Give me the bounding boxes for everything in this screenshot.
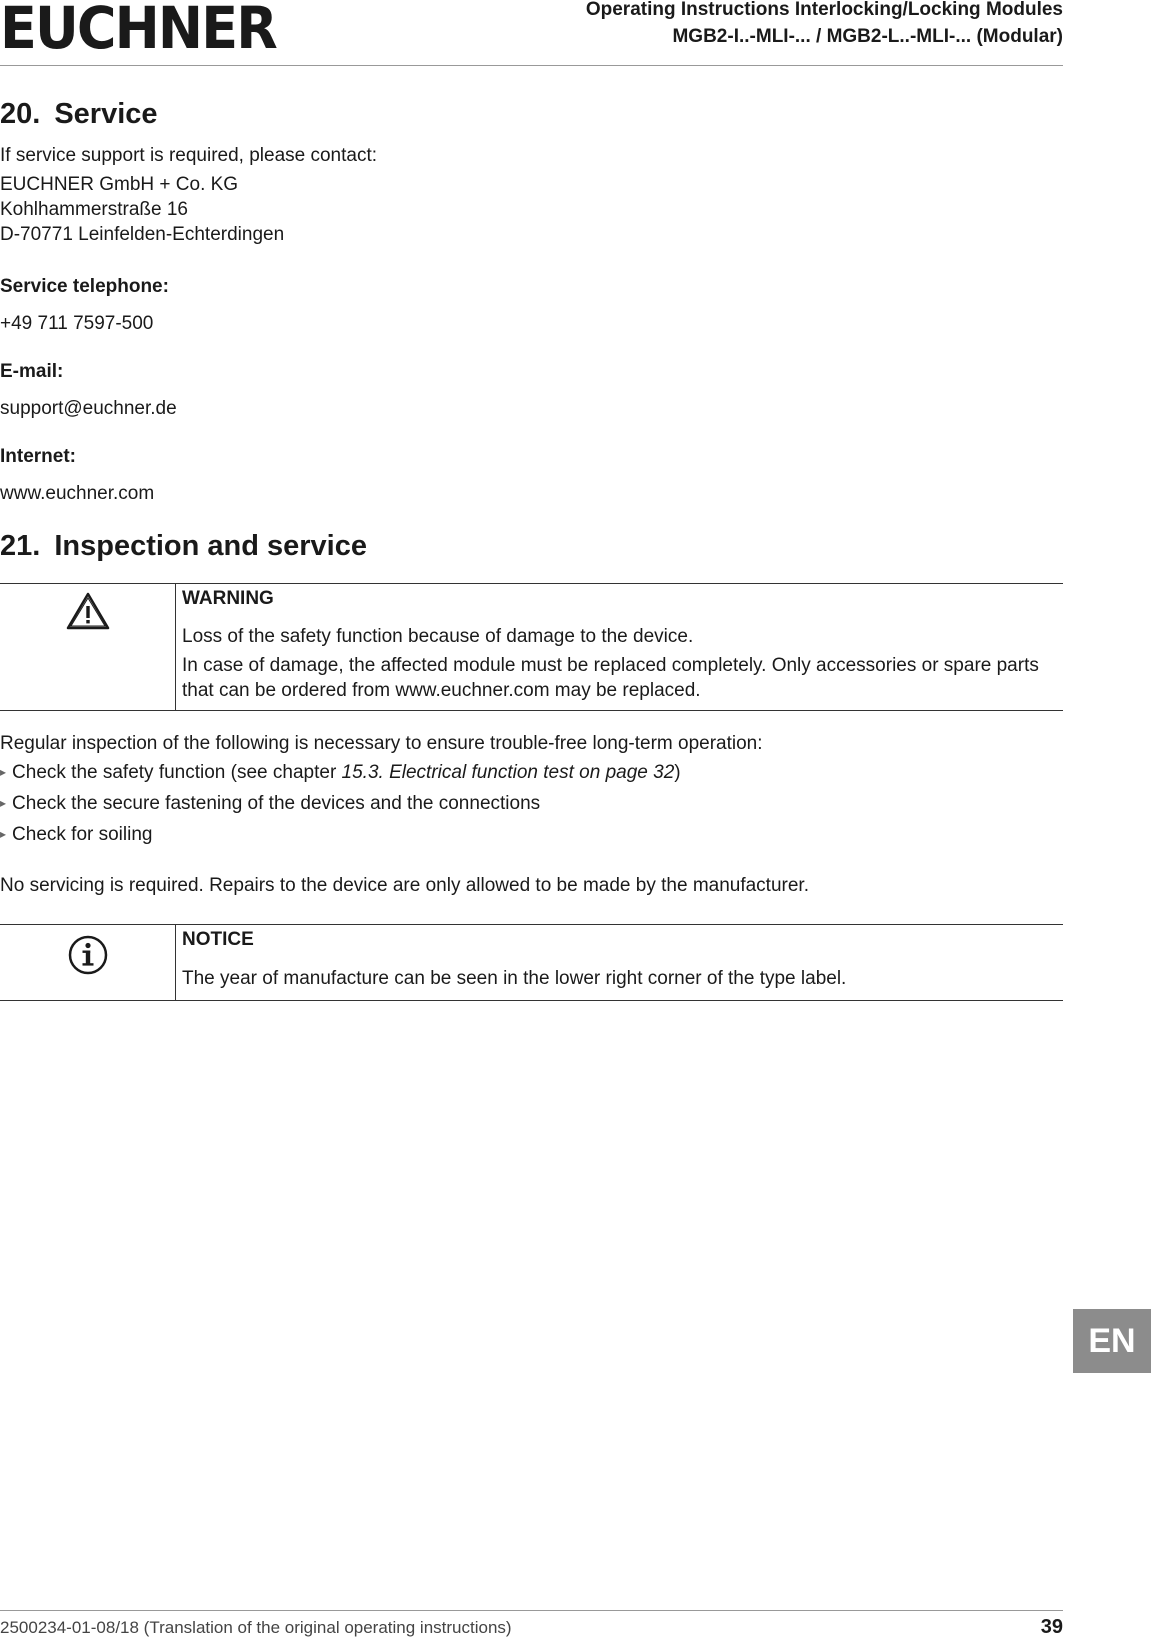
list-item-text: Check the safety function (see chapter — [12, 762, 342, 783]
chapter-reference-link[interactable]: 15.3. Electrical function test on page 32 — [341, 762, 675, 783]
footer-divider — [0, 1610, 1063, 1611]
list-item — [0, 762, 681, 784]
header-divider — [0, 65, 1063, 66]
section-title: Service — [54, 98, 158, 130]
euchner-logo: EUCHNER — [0, 0, 276, 62]
list-item — [0, 793, 540, 815]
internet-label: Internet: — [0, 446, 76, 467]
address-company: EUCHNER GmbH + Co. KG — [0, 174, 239, 195]
service-intro: If service support is required, please contact: — [0, 145, 378, 166]
warning-line-1: Loss of the safety function because of damage to the device. — [182, 626, 694, 647]
service-telephone-number: +49 711 7597-500 — [0, 313, 154, 334]
email-label: E-mail: — [0, 361, 64, 382]
list-item-text: Check the secure fastening of the devices and the connections — [12, 793, 541, 814]
document-title-line1: Operating Instructions Interlocking/Locking Modules — [585, 0, 1063, 20]
email-address[interactable]: support@euchner.de — [0, 398, 177, 419]
section-title: Inspection and service — [54, 530, 367, 562]
info-icon — [68, 935, 108, 975]
warning-box — [0, 583, 1063, 711]
warning-triangle-icon — [66, 592, 110, 630]
warning-title: WARNING — [182, 588, 274, 609]
warning-line-2: In case of damage, the affected module must be replaced completely. Only accessories or spare parts — [182, 655, 1039, 676]
regular-inspection-intro: Regular inspection of the following is necessary to ensure trouble-free long-term operation: — [0, 733, 763, 754]
document-title-line2: MGB2-I..-MLI-... / MGB2-L..-MLI-... (Modular) — [672, 26, 1063, 47]
language-tab: EN — [1073, 1309, 1151, 1373]
notice-title: NOTICE — [182, 929, 254, 950]
address-street: Kohlhammerstraße 16 — [0, 199, 188, 220]
list-item — [0, 824, 152, 846]
address-city: D-70771 Leinfelden-Echterdingen — [0, 224, 285, 245]
section-21-heading — [0, 530, 367, 563]
bullet-icon: ▸ — [0, 796, 7, 810]
bullet-icon: ▸ — [0, 827, 7, 841]
list-item-text: Check for soiling — [12, 824, 153, 845]
notice-box — [0, 924, 1063, 1001]
bullet-icon: ▸ — [0, 765, 7, 779]
no-servicing-text: No servicing is required. Repairs to the device are only allowed to be made by the manufacturer. — [0, 875, 809, 896]
footer-document-reference: 2500234-01-08/18 (Translation of the original operating instructions) — [0, 1618, 512, 1637]
warning-icon-cell — [0, 584, 176, 710]
notice-icon-cell — [0, 925, 176, 1000]
warning-line-3: that can be ordered from www.euchner.com may be replaced. — [182, 680, 701, 701]
list-item-text-suffix: ) — [674, 762, 681, 783]
document-title — [586, 0, 1063, 50]
section-number: 21. — [0, 530, 41, 562]
notice-text: The year of manufacture can be seen in the lower right corner of the type label. — [182, 968, 847, 989]
internet-url[interactable]: www.euchner.com — [0, 483, 155, 504]
section-number: 20. — [0, 98, 41, 130]
section-20-heading — [0, 98, 158, 131]
service-telephone-label: Service telephone: — [0, 276, 169, 297]
page-number: 39 — [1040, 1616, 1063, 1638]
